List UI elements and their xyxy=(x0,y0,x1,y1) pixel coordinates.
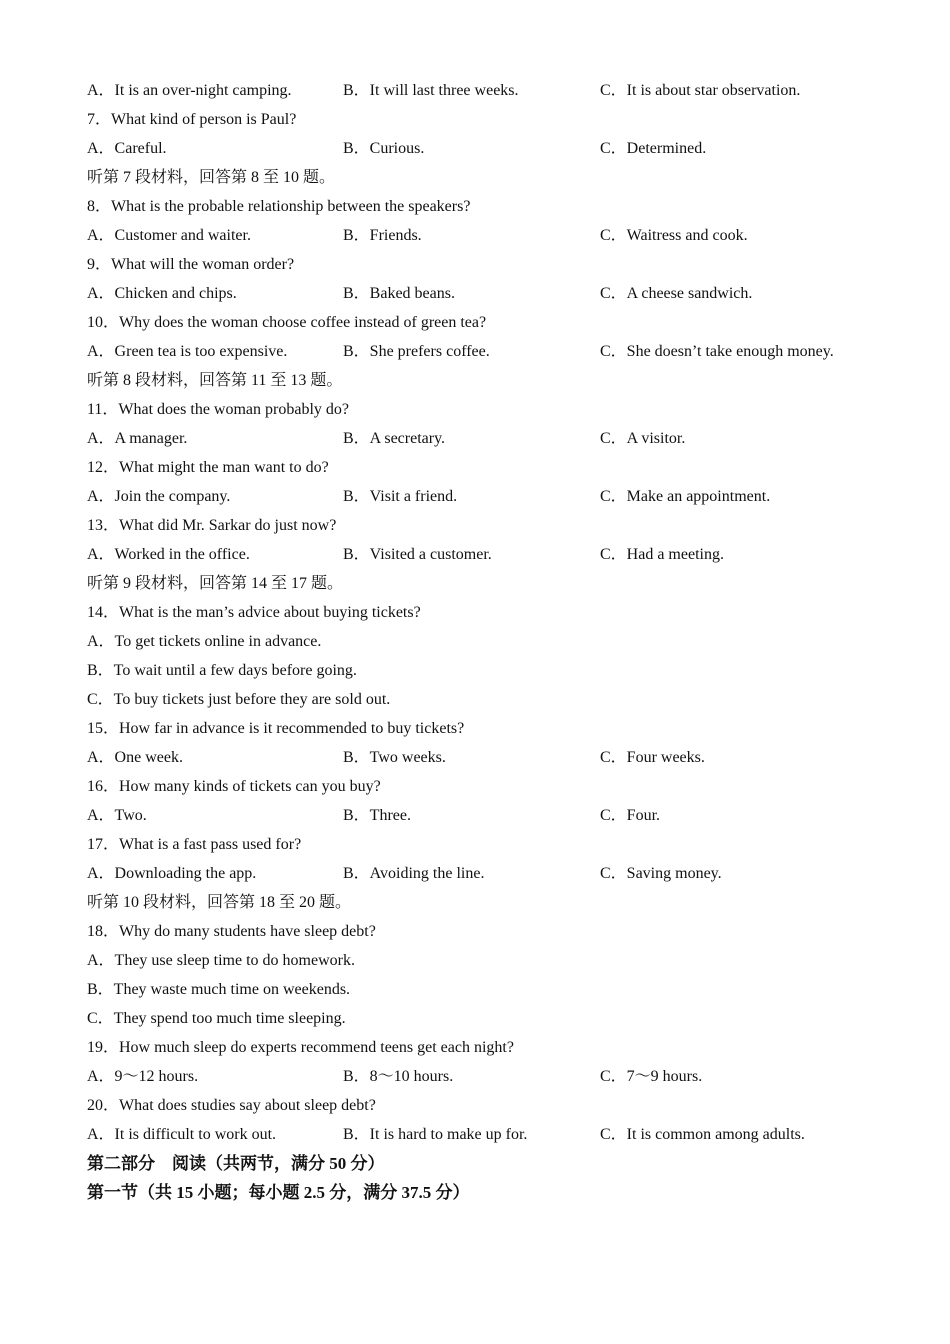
text-line: 听第 10 段材料，回答第 18 至 20 题。 xyxy=(87,894,352,911)
text-line: 16．How many kinds of tickets can you buy? xyxy=(87,778,381,795)
section-heading: 第二部分 阅读（共两节，满分 50 分） xyxy=(87,1154,385,1173)
section-heading: 第一节（共 15 小题；每小题 2.5 分，满分 37.5 分） xyxy=(87,1183,470,1202)
option-a: A．It is difficult to work out. xyxy=(87,1126,277,1143)
option-c: C．7～9 hours. xyxy=(600,1068,703,1085)
option-b: B．Avoiding the line. xyxy=(343,865,485,882)
text-line: 9．What will the woman order? xyxy=(87,256,295,273)
option-a: A．Careful. xyxy=(87,140,167,157)
text-line: 听第 8 段材料，回答第 11 至 13 题。 xyxy=(87,372,343,389)
text-line: 20．What does studies say about sleep debt? xyxy=(87,1097,376,1114)
option-a: A．Worked in the office. xyxy=(87,546,250,563)
option-c: C．It is about star observation. xyxy=(600,82,801,99)
option-b: B．A secretary. xyxy=(343,430,446,447)
option-c: C．Determined. xyxy=(600,140,707,157)
option-c: C．A cheese sandwich. xyxy=(600,285,753,302)
option-c: C．She doesn’t take enough money. xyxy=(600,343,834,360)
option-c: C．Make an appointment. xyxy=(600,488,771,505)
option-a: A．9～12 hours. xyxy=(87,1068,199,1085)
text-line: 11．What does the woman probably do? xyxy=(87,401,350,418)
option-b: B．Two weeks. xyxy=(343,749,446,766)
text-line: 12．What might the man want to do? xyxy=(87,459,329,476)
option-b: B．8～10 hours. xyxy=(343,1068,454,1085)
option-c: C．Saving money. xyxy=(600,865,722,882)
option-c: C．Four weeks. xyxy=(600,749,705,766)
option-b: B．Friends. xyxy=(343,227,422,244)
text-line: 13．What did Mr. Sarkar do just now? xyxy=(87,517,337,534)
text-line: C．To buy tickets just before they are sold out. xyxy=(87,691,391,708)
text-line: 7．What kind of person is Paul? xyxy=(87,111,297,128)
option-b: B．Visited a customer. xyxy=(343,546,492,563)
text-line: A．They use sleep time to do homework. xyxy=(87,952,355,969)
option-a: A．Customer and waiter. xyxy=(87,227,251,244)
option-a: A．Downloading the app. xyxy=(87,865,257,882)
option-c: C．Four. xyxy=(600,807,661,824)
text-line: C．They spend too much time sleeping. xyxy=(87,1010,346,1027)
option-a: A．Green tea is too expensive. xyxy=(87,343,288,360)
option-c: C．Had a meeting. xyxy=(600,546,724,563)
text-line: A．To get tickets online in advance. xyxy=(87,633,322,650)
option-a: A．Chicken and chips. xyxy=(87,285,237,302)
option-a: A．Join the company. xyxy=(87,488,231,505)
option-c: C．A visitor. xyxy=(600,430,686,447)
text-line: 15．How far in advance is it recommended to buy tickets? xyxy=(87,720,465,737)
option-b: B．She prefers coffee. xyxy=(343,343,490,360)
option-c: C．It is common among adults. xyxy=(600,1126,805,1143)
text-line: B．To wait until a few days before going. xyxy=(87,662,357,679)
option-a: A．Two. xyxy=(87,807,147,824)
option-a: A．One week. xyxy=(87,749,183,766)
text-line: 10．Why does the woman choose coffee instead of green tea? xyxy=(87,314,487,331)
option-b: B．It will last three weeks. xyxy=(343,82,519,99)
text-line: 19．How much sleep do experts recommend teens get each night? xyxy=(87,1039,514,1056)
option-b: B．Baked beans. xyxy=(343,285,455,302)
option-b: B．Visit a friend. xyxy=(343,488,458,505)
option-b: B．Curious. xyxy=(343,140,425,157)
text-line: 8．What is the probable relationship between the speakers? xyxy=(87,198,471,215)
option-a: A．It is an over-night camping. xyxy=(87,82,292,99)
option-c: C．Waitress and cook. xyxy=(600,227,748,244)
text-line: B．They waste much time on weekends. xyxy=(87,981,351,998)
option-b: B．Three. xyxy=(343,807,411,824)
text-line: 14．What is the man’s advice about buying tickets? xyxy=(87,604,421,621)
text-line: 17．What is a fast pass used for? xyxy=(87,836,302,853)
text-line: 18．Why do many students have sleep debt? xyxy=(87,923,376,940)
text-line: 听第 9 段材料，回答第 14 至 17 题。 xyxy=(87,575,344,592)
option-a: A．A manager. xyxy=(87,430,188,447)
option-b: B．It is hard to make up for. xyxy=(343,1126,528,1143)
text-line: 听第 7 段材料，回答第 8 至 10 题。 xyxy=(87,169,336,186)
